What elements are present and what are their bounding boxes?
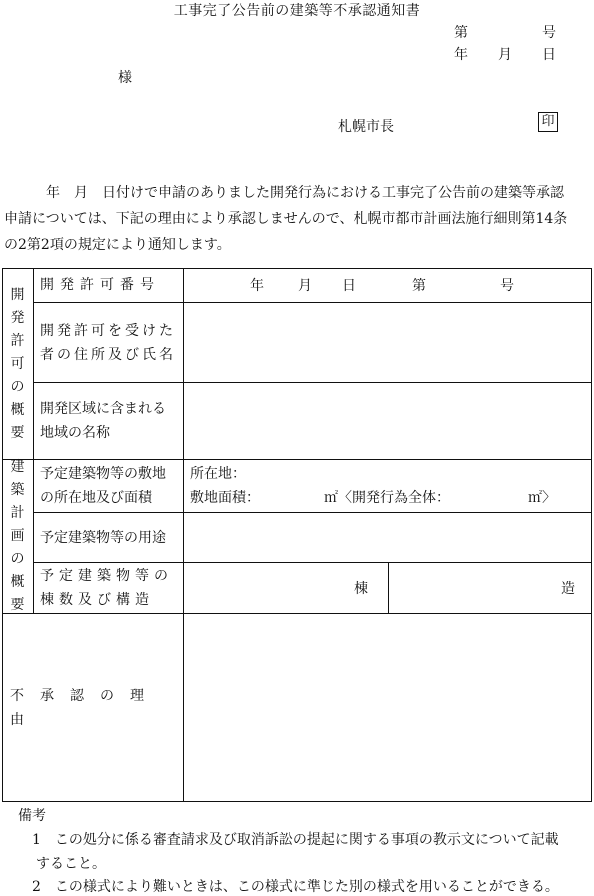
label-permittee: 開発許可を受けた 者の住所及び氏名 [40, 322, 176, 363]
date-year: 年 [454, 47, 468, 63]
label-area-name: 開発区域に含まれる 地域の名称 [40, 401, 166, 441]
seal-mark: 印 [538, 112, 558, 132]
document-date [454, 44, 556, 64]
body-line-1: 年 月 日付けで申請のありました開発行為における工事完了公告前の建築等承認 [46, 185, 564, 201]
value-site-location [190, 460, 590, 512]
value-permit-number [184, 268, 591, 302]
note-item-1-cont: すること。 [36, 856, 106, 872]
permit-month: 月 [298, 278, 312, 294]
note-item-2: 2 この様式により難いときは、この様式に準じた別の様式を用いることができる。 [32, 879, 559, 895]
label-rejection-reason: 不承認の理由 [10, 687, 160, 728]
number-suffix: 号 [542, 25, 556, 41]
label-building-count: 予定建築物等の 棟数及び構造 [40, 568, 173, 608]
site-area-unit: ㎡ [324, 490, 338, 506]
permit-no-suffix: 号 [500, 278, 514, 294]
addressee-suffix: 様 [118, 70, 132, 86]
whole-area-unit: ㎡〉 [528, 490, 556, 506]
location-label: 所在地： [190, 466, 246, 482]
number-prefix: 第 [454, 25, 468, 41]
notes-heading: 備考 [18, 808, 46, 824]
permit-day: 日 [342, 278, 356, 294]
site-area-line [190, 486, 585, 510]
notice-table [2, 268, 592, 802]
label-site-location: 予定建築物等の敷地 の所在地及び面積 [40, 466, 166, 506]
whole-area-label: 〈開発行為全体： [338, 490, 450, 506]
note-item-1: 1 この処分に係る審査請求及び取消訴訟の提起に関する事項の教示文について記載 [32, 832, 559, 848]
body-line-2: 申請については、下記の理由により承認しませんので、札幌市都市計画法施行細則第14条 [4, 211, 568, 227]
document-number [454, 22, 556, 42]
body-line-3: の2第2項の規定により通知します。 [4, 237, 231, 253]
value-building-count: 棟 [354, 581, 368, 597]
label-permit-number: 開発許可番号 [40, 277, 160, 293]
date-month: 月 [498, 47, 512, 63]
permit-no-prefix: 第 [412, 278, 426, 294]
document-title: 工事完了公告前の建築等不承認通知書 [173, 3, 421, 19]
group-label-building-plan: 建 築 計 画 の 概 要 [10, 458, 25, 613]
notice-body [4, 180, 589, 258]
site-area-label: 敷地面積： [190, 490, 260, 506]
date-day: 日 [542, 47, 556, 63]
group-label-development-permit: 開 発 許 可 の 概 要 [10, 286, 25, 441]
label-building-use: 予定建築物等の用途 [40, 529, 166, 546]
value-building-structure: 造 [561, 581, 575, 597]
sender-name: 札幌市長 [338, 119, 394, 135]
permit-year: 年 [250, 278, 264, 294]
